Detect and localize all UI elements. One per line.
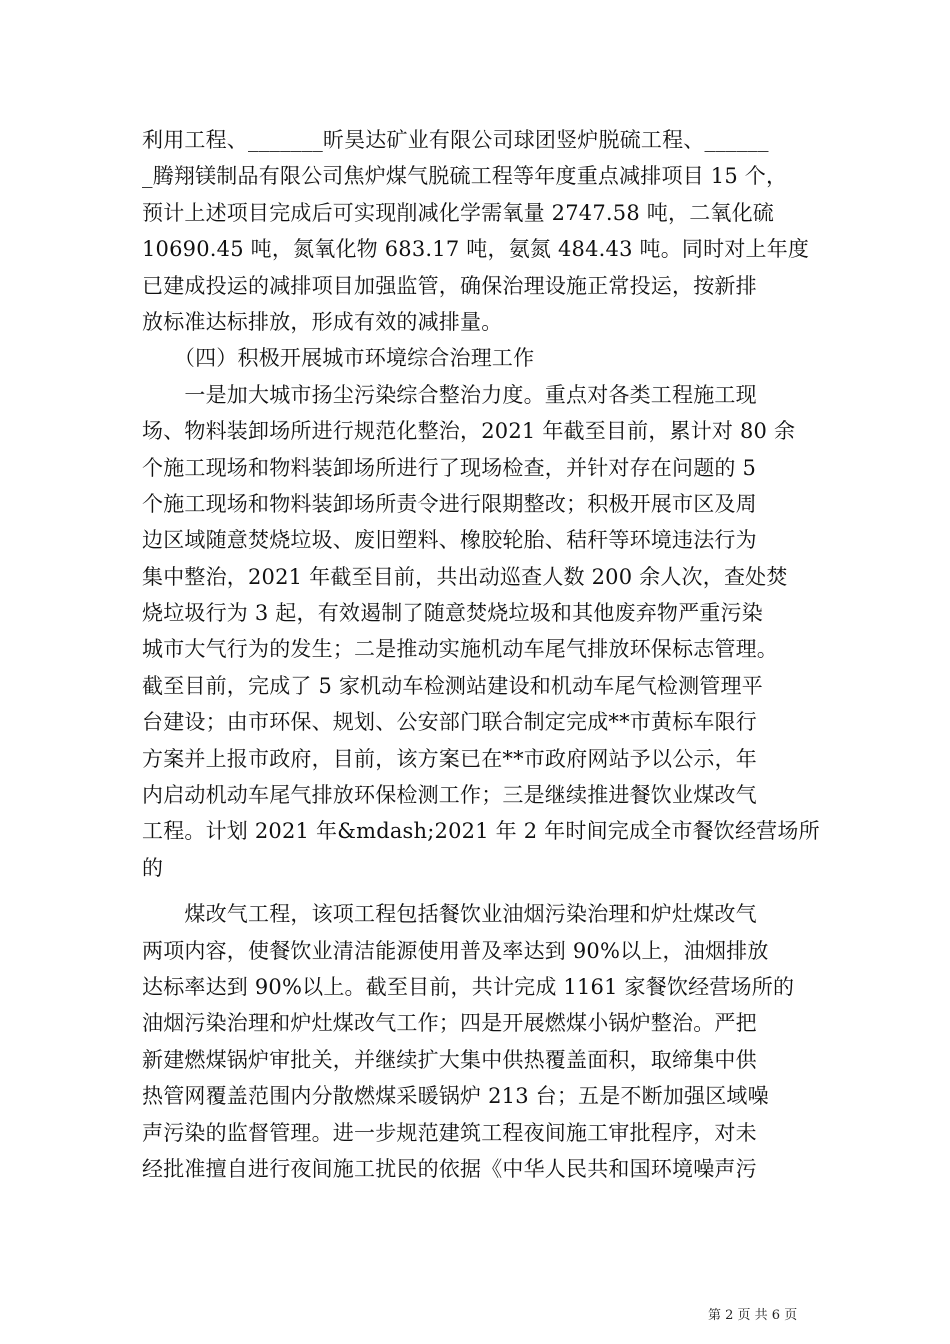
paragraph-block-1 [142,122,820,886]
text-line: 个施工现场和物料装卸场所进行了现场检查，并针对存在问题的 5 [142,455,757,480]
text-line: 一是加大城市扬尘污染综合整治力度。重点对各类工程施工现 [142,382,757,407]
page-number-footer: 第 2 页 共 6 页 [708,1308,798,1323]
text-line: 达标率达到 90%以上。截至目前，共计完成 1161 家餐饮经营场所的 [142,974,795,999]
text-line: 的 [142,855,164,880]
text-line: 边区域随意焚烧垃圾、废旧塑料、橡胶轮胎、秸秆等环境违法行为 [142,528,757,553]
paragraph-block-2 [142,896,812,1187]
text-line: 两项内容，使餐饮业清洁能源使用普及率达到 90%以上，油烟排放 [142,938,769,963]
text-line: 烧垃圾行为 3 起，有效遏制了随意焚烧垃圾和其他废弃物严重污染 [142,601,763,626]
text-line: 内启动机动车尾气排放环保检测工作；三是继续推进餐饮业煤改气 [142,783,757,808]
text-line: 方案并上报市政府，目前，该方案已在**市政府网站予以公示，年 [142,746,757,771]
text-line: 集中整治，2021 年截至目前，共出动巡查人数 200 余人次，查处焚 [142,564,788,589]
text-line: 热管网覆盖范围内分散燃煤采暖锅炉 213 台；五是不断加强区域噪 [142,1084,769,1109]
text-line: 工程。计划 2021 年&mdash;2021 年 2 年时间完成全市餐饮经营场所 [142,819,820,844]
text-line: 新建燃煤锅炉审批关，并继续扩大集中供热覆盖面积，取缔集中供 [142,1047,757,1072]
text-line: 城市大气行为的发生；二是推动实施机动车尾气排放环保标志管理。 [142,637,778,662]
text-line: 声污染的监督管理。进一步规范建筑工程夜间施工审批程序，对未 [142,1120,757,1145]
text-line: 利用工程、_______昕昊达矿业有限公司球团竖炉脱硫工程、______ [142,128,769,152]
paragraph-gap [142,886,812,896]
text-line: 个施工现场和物料装卸场所责令进行限期整改；积极开展市区及周 [142,491,757,516]
text-line: 截至目前，完成了 5 家机动车检测站建设和机动车尾气检测管理平 [142,673,763,698]
text-line: 预计上述项目完成后可实现削减化学需氧量 2747.58 吨，二氧化硫 [142,200,774,225]
text-line: 已建成投运的减排项目加强监管，确保治理设施正常投运，按新排 [142,273,757,298]
text-line: 台建设；由市环保、规划、公安部门联合制定完成**市黄标车限行 [142,710,757,735]
text-line: 10690.45 吨，氮氧化物 683.17 吨，氨氮 484.43 吨。同时对上年度 [142,237,810,262]
text-line: 煤改气工程，该项工程包括餐饮业油烟污染治理和炉灶煤改气 [142,902,757,927]
text-line: _腾翔镁制品有限公司焦炉煤气脱硫工程等年度重点减排项目 15 个， [142,164,788,189]
text-line: 油烟污染治理和炉灶煤改气工作；四是开展燃煤小锅炉整治。严把 [142,1011,757,1036]
text-line: （四）积极开展城市环境综合治理工作 [142,346,535,371]
text-line: 场、物料装卸场所进行规范化整治，2021 年截至目前，累计对 80 余 [142,419,796,444]
text-line: 经批准擅自进行夜间施工扰民的依据《中华人民共和国环境噪声污 [142,1156,757,1181]
document-body [142,122,820,1187]
text-line: 放标准达标排放，形成有效的减排量。 [142,309,503,334]
